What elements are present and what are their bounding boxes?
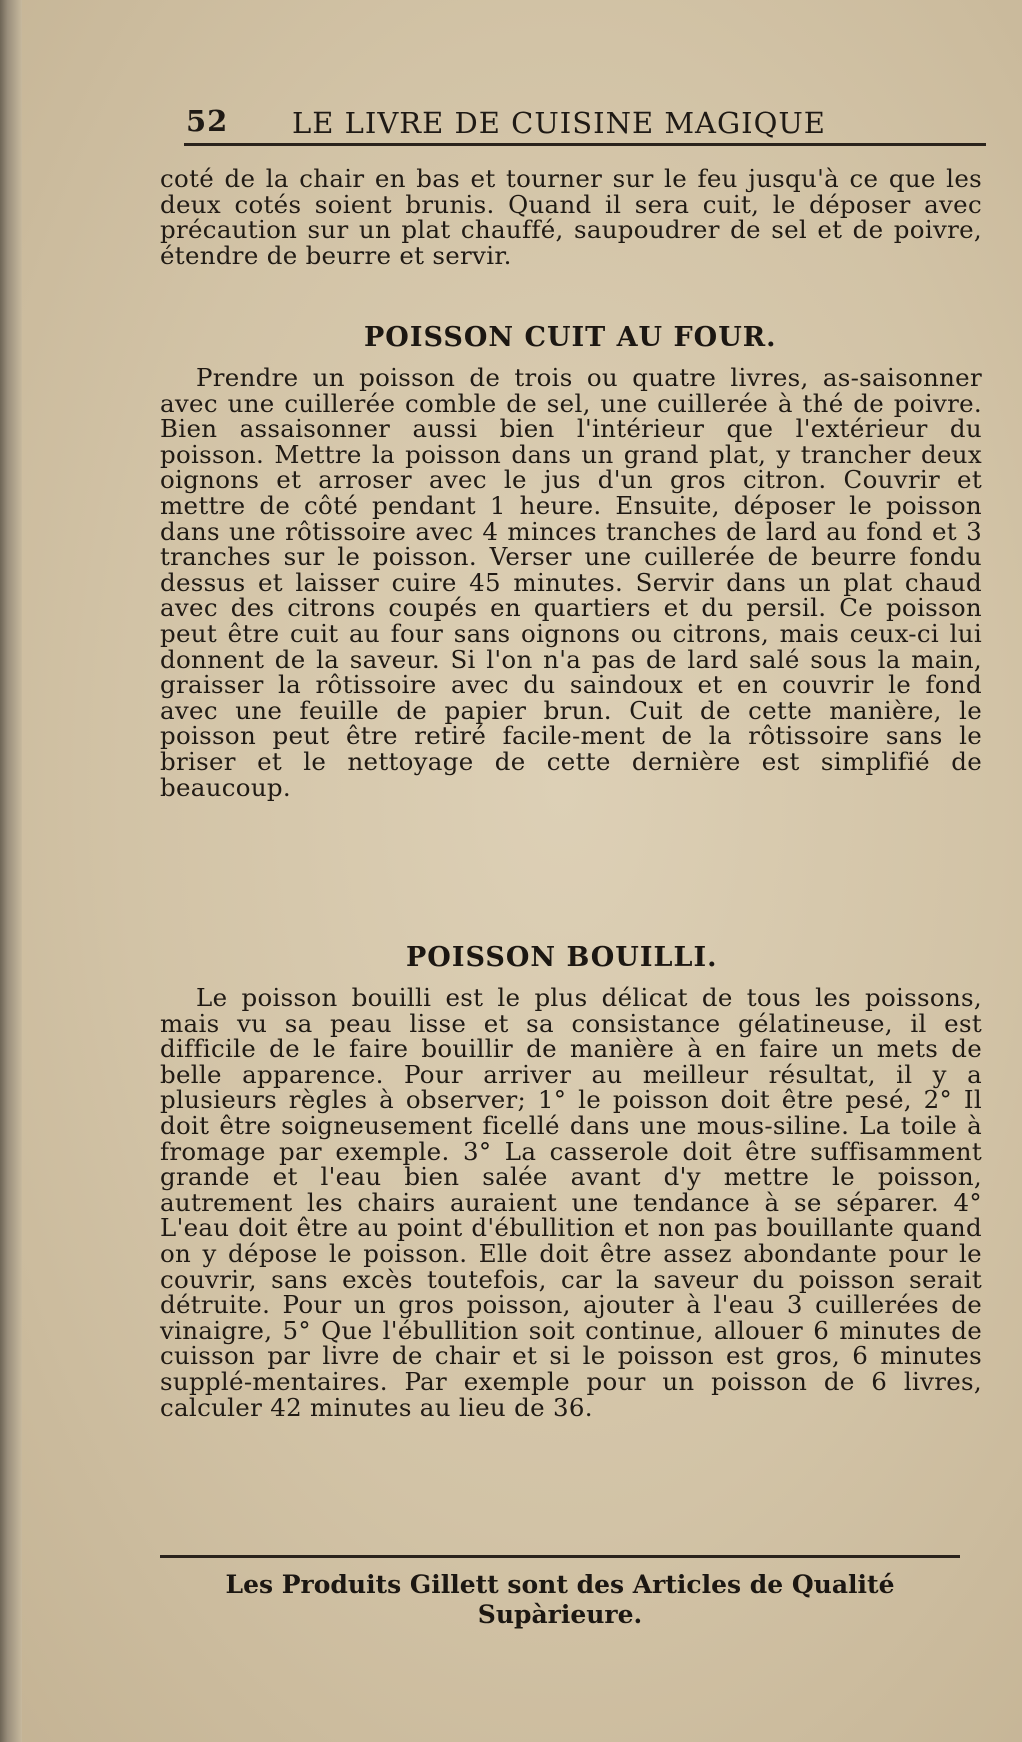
section-body-baked-fish: Prendre un poisson de trois ou quatre livres, as-saisonner avec une cuillerée comble de sel, une cuillerée à thé de poivre. Bien assaisonner aussi bien l'intérieur que l'extérieur du poisson. Mettre la poisson dans un grand plat, y trancher deux oignons et arroser avec le jus d'un gros citron. Couvrir et mettre de côté pendant 1 heure. Ensuite, déposer le poisson dans une rôtissoire avec 4 minces tranches de lard au fond et 3 tranches sur le poisson. Verser une cuillerée de beurre fondu dessus et laisser cuire 45 minutes. Servir dans un plat chaud avec des citrons coupés en quartiers et du persil. Ce poisson peut être cuit au four sans oignons ou citrons, mais ceux-ci lui donnent de la saveur. Si l'on n'a pas de lard salé sous la main, graisser la rôtissoire avec du saindoux et en couvrir le fond avec une feuille de papier brun. Cuit de cette manière, le poisson peut être retiré facile-ment de la rôtissoire sans le briser et le nettoyage de cette dernière est simplifié de beaucoup.	[160, 363, 982, 802]
running-title: LE LIVRE DE CUISINE MAGIQUE	[292, 106, 826, 140]
header-rule	[184, 143, 986, 146]
continuation-paragraph: coté de la chair en bas et tourner sur le feu jusqu'à ce que les deux cotés soient brunis. Quand il sera cuit, le déposer avec précaution sur un plat chauffé, saupoudrer de sel et de poivre, étendre de beurre et servir.	[160, 164, 982, 270]
section-body-boiled-fish: Le poisson bouilli est le plus délicat de tous les poissons, mais vu sa peau lisse et sa consistance gélatineuse, il est difficile de le faire bouillir de manière à en faire un mets de belle apparence. Pour arriver au meilleur résultat, il y a plusieurs règles à observer; 1° le poisson doit être pesé, 2° Il doit être soigneusement ficellé dans une mous-siline. La toile à fromage par exemple. 3° La casserole doit être suffisamment grande et l'eau bien salée avant d'y mettre le poisson, autrement les chairs auraient une tendance à se séparer. 4° L'eau doit être au point d'ébullition et non pas bouillante quand on y dépose le poisson. Elle doit être assez abondante pour le couvrir, sans excès toutefois, car la saveur du poisson serait détruite. Pour un gros poisson, ajouter à l'eau 3 cuillerées de vinaigre, 5° Que l'ébullition soit continue, allouer 6 minutes de cuisson par livre de chair et si le poisson est gros, 6 minutes supplé-mentaires. Par exemple pour un poisson de 6 livres, calculer 42 minutes au lieu de 36.	[160, 983, 982, 1422]
section-title-baked-fish: POISSON CUIT AU FOUR.	[364, 322, 777, 353]
footer-rule	[160, 1555, 960, 1558]
page-number: 52	[186, 104, 229, 138]
section-title-boiled-fish: POISSON BOUILLI.	[406, 942, 718, 973]
page-header	[180, 104, 990, 144]
page-binding-edge	[0, 0, 22, 1742]
footer-advertisement: Les Produits Gillett sont des Articles de Qualité Supàrieure.	[225, 1570, 895, 1629]
